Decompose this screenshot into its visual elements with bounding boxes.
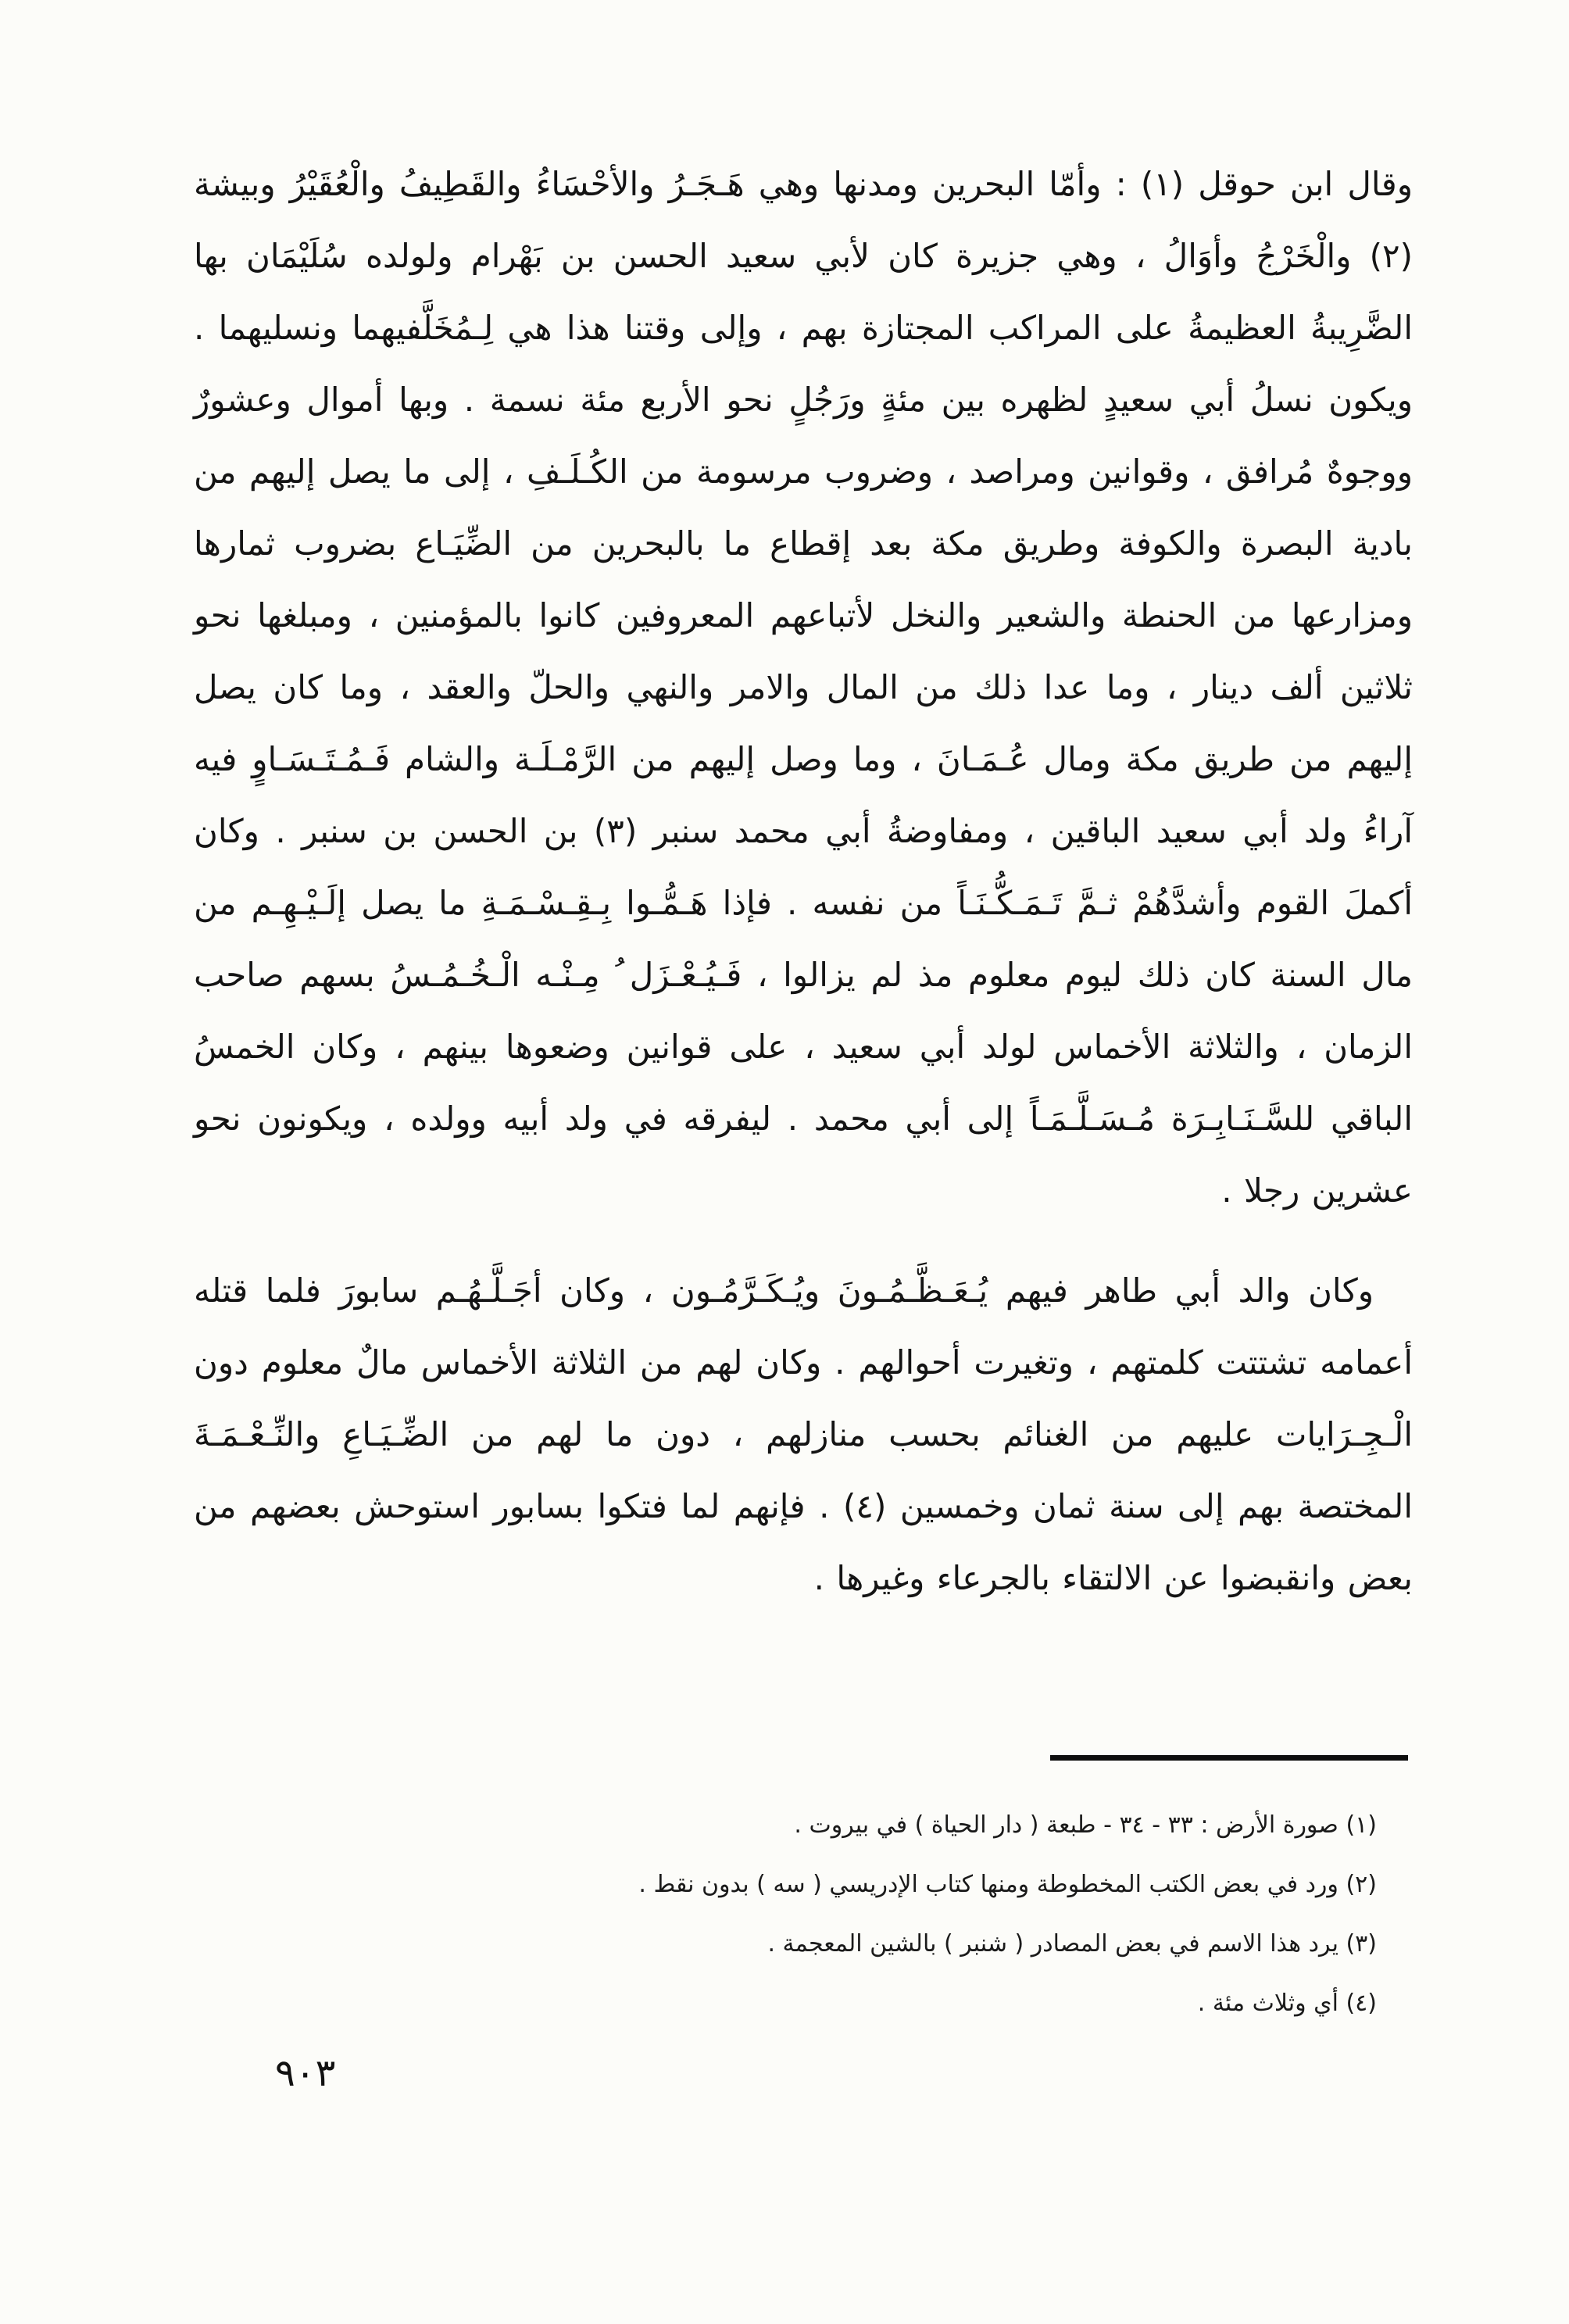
main-text-block [194,148,1413,1614]
footnote-2: (٢) ورد في بعض الكتب المخطوطة ومنها كتاب الإدريسي ( سه ) بدون نقط . [638,1871,1377,1898]
footnote-4: (٤) أي وثلاث مئة . [1197,1990,1377,2017]
footnote-separator-rule [1050,1755,1408,1761]
footnote-1: (١) صورة الأرض : ٣٣ - ٣٤ - طبعة ( دار الحياة ) في بيروت . [794,1811,1377,1839]
footnotes-block [234,1796,1377,2033]
page-number: ٩٠٣ [275,2051,336,2095]
paragraph-1: وقال ابن حوقل (١) : وأمّا البحرين ومدنها وهي هَـجَـرُ والأحْسَاءُ والقَطِيفُ والْعُقَيْرُ وبيشة (٢) والْخَرْجُ وأوَالُ ، وهي جزيرة كان لأبي سعيد الحسن بن بَهْرام ولولده سُلَيْمَان بها الضَّرِيبةُ العظيمةُ على المراكب المجتازة بهم ، وإلى وقتنا هذا هي لِـمُخَلَّفيهما ونسليهما . ويكون نسلُ أبي سعيدٍ لظهره بين مئةٍ ورَجُلٍ نحو الأربع مئة نسمة . وبها أموال وعشورٌ ووجوهٌ مُرافق ، وقوانين ومراصد ، وضروب مرسومة من الكُـلَـفِ ، إلى ما يصل إليهم من بادية البصرة والكوفة وطريق مكة بعد إقطاع ما بالبحرين من الضِّيَـاع بضروب ثمارها ومزارعها من الحنطة والشعير والنخل لأتباعهم المعروفين كانوا بالمؤمنين ، ومبلغها نحو ثلاثين ألف دينار ، وما عدا ذلك من المال والامر والنهي والحلّ والعقد ، وما كان يصل إليهم من طريق مكة ومال عُـمَـانَ ، وما وصل إليهم من الرَّمْـلَـة والشام فَـمُـتَـسَـاوٍ فيه آراءُ ولد أبي سعيد الباقين ، ومفاوضةُ أبي محمد سنبر (٣) بن الحسن بن سنبر . وكان أكملَ القوم وأشدَّهُمْ ثـمَّ تَـمَـكُّـنَـاً من نفسه . فإذا هَـمُّـوا بِـقِـسْـمَـةِ ما يصل إلَـيْـهِـم من مال السنة كان ذلك ليوم معلوم مذ لم يزالوا ، فَـيُـعْـزَل ُ مِـنْـه الْـخُـمُـسُ بسهم صاحب الزمان ، والثلاثة الأخماس لولد أبي سعيد ، على قوانين وضعوها بينهم ، وكان الخمسُ الباقي للسَّـنَـابِـرَة مُـسَـلَّـمَـاً إلى أبي محمد . ليفرقه في ولد أبيه وولده ، ويكونون نحو عشرين رجلا . [194,165,1414,1210]
footnote-3: (٣) يرد هذا الاسم في بعض المصادر ( شنبر ) بالشين المعجمة . [767,1930,1377,1958]
paragraph-2: وكان والد أبي طاهر فيهم يُـعَـظَّـمُـونَ ويُـكَـرَّمُـون ، وكان أجَـلَّـهُـم سابورَ فلما قتله أعمامه تشتتت كلمتهم ، وتغيرت أحوالهم . وكان لهم من الثلاثة الأخماس مالٌ معلوم دون الْـجِـرَايات عليهم من الغنائم بحسب منازلهم ، دون ما لهم من الضِّـيَـاعِ والنِّـعْـمَـةَ المختصة بهم إلى سنة ثمان وخمسين (٤) . فإنهم لما فتكوا بسابور استوحش بعضهم من بعض وانقبضوا عن الالتقاء بالجرعاء وغيرها . [194,1271,1413,1597]
